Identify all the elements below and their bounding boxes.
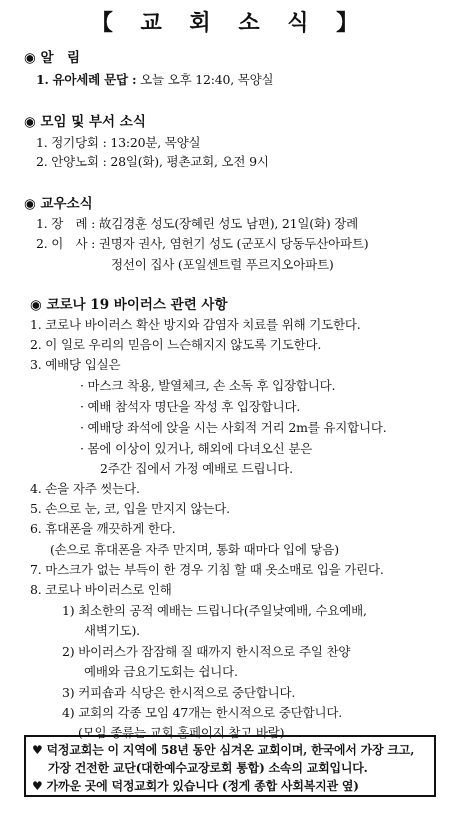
members-item: 1. 장 례 : 故김경훈 성도(장혜린 성도 남편), 21일(화) 장례 bbox=[36, 216, 359, 231]
meetings-item: 2. 안양노회 : 28일(화), 평촌교회, 오전 9시 bbox=[36, 154, 269, 169]
members-item: 정선이 집사 (포일센트럴 푸르지오아파트) bbox=[111, 257, 334, 272]
corona-line: 5. 손으로 눈, 코, 입을 만지지 않는다. bbox=[30, 501, 230, 516]
corona-line: 1. 코로나 바이러스 확산 방지와 감염자 치료를 위해 기도한다. bbox=[30, 317, 361, 332]
corona-line: · 예배당 좌석에 앉을 시는 사회적 거리 2m를 유지합니다. bbox=[80, 420, 387, 435]
corona-line: 예배와 금요기도회는 쉽니다. bbox=[84, 664, 238, 679]
corona-line: 4) 교회의 각종 모임 47개는 한시적으로 중단합니다. bbox=[62, 705, 342, 720]
corona-line: (모임 종류는 교회 홈페이지 참고 바람) bbox=[78, 725, 285, 740]
corona-line: 7. 마스크가 없는 부득이 한 경우 기침 할 때 옷소매로 입을 가린다. bbox=[30, 562, 384, 577]
footer-line: 가장 건전한 교단(대한예수교장로회 통합) 소속의 교회입니다. bbox=[48, 761, 368, 775]
notice-item-label: 유아세례 문답 : bbox=[52, 72, 137, 87]
corona-heading: ◉ 코로나 19 바이러스 관련 사항 bbox=[30, 297, 228, 313]
footer-line: ♥ 가까운 곳에 덕정교회가 있습니다 (정게 종합 사회복지관 옆) bbox=[32, 779, 359, 793]
corona-line: · 몸에 이상이 있거나, 해외에 다녀오신 분은 bbox=[80, 441, 313, 456]
notice-heading: ◉ 알 림 bbox=[24, 50, 81, 66]
corona-line: 3. 예배당 입실은 bbox=[30, 357, 121, 372]
corona-line: 3) 커피숍과 식당은 한시적으로 중단합니다. bbox=[62, 685, 296, 700]
notice-item-text: 오늘 오후 12:40, 목양실 bbox=[136, 72, 274, 87]
corona-line: · 마스크 착용, 발열체크, 손 소독 후 입장합니다. bbox=[80, 378, 336, 393]
footer-line: ♥ 덕정교회는 이 지역에 58년 동안 심겨온 교회이며, 한국에서 가장 크고, bbox=[32, 743, 415, 757]
corona-line: 8. 코로나 바이러스로 인해 bbox=[30, 582, 172, 597]
corona-line: 1) 최소한의 공적 예배는 드립니다(주일낮예배, 수요예배, bbox=[62, 603, 367, 618]
notice-item bbox=[36, 70, 273, 88]
page-title: 【 교 회 소 식 】 bbox=[90, 10, 369, 36]
meetings-heading: ◉ 모임 및 부서 소식 bbox=[24, 114, 146, 130]
corona-line: · 예배 참석자 명단을 작성 후 입장합니다. bbox=[80, 399, 301, 414]
meetings-item: 1. 정기당회 : 13:20분, 목양실 bbox=[36, 135, 201, 150]
corona-line: (손으로 휴대폰을 자주 만지며, 통화 때마다 입에 닿음) bbox=[50, 542, 339, 557]
notice-item-num: 1. bbox=[36, 72, 49, 87]
corona-line: 2) 바이러스가 잠잠해 질 때까지 한시적으로 주일 찬양 bbox=[62, 644, 351, 659]
corona-line: 새벽기도). bbox=[84, 623, 140, 638]
members-item: 2. 이 사 : 권명자 권사, 염헌기 성도 (군포시 당동두산아파트) bbox=[36, 236, 369, 251]
corona-line: 2주간 집에서 가정 예배로 드립니다. bbox=[100, 461, 293, 476]
footer-box bbox=[24, 735, 436, 797]
members-heading: ◉ 교우소식 bbox=[24, 196, 93, 212]
corona-line: 4. 손을 자주 씻는다. bbox=[30, 481, 140, 496]
corona-line: 6. 휴대폰을 깨끗하게 한다. bbox=[30, 521, 176, 536]
corona-line: 2. 이 일로 우리의 믿음이 느슨해지지 않도록 기도한다. bbox=[30, 337, 322, 352]
